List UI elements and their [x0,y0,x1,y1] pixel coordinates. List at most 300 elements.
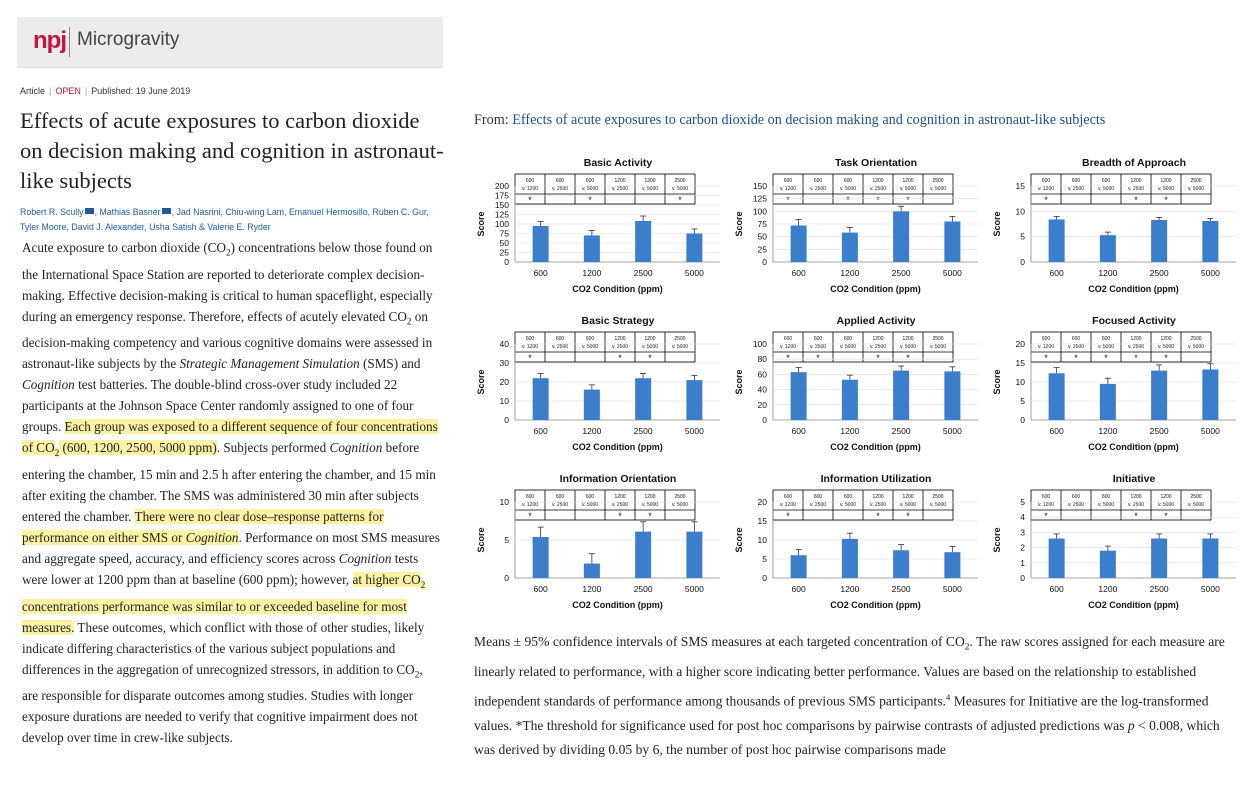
comparison-label: v. 5000 [929,344,947,350]
x-tick-label: 5000 [684,426,704,436]
bar [584,390,600,420]
x-tick-label: 2500 [633,584,653,594]
comparison-label: v. 5000 [581,502,599,508]
y-axis-label: Score [992,369,1002,395]
chart-title: Initiative [1112,473,1156,485]
bar [533,537,549,578]
comparison-label: 600 [783,336,793,342]
y-tick-label: 3 [1020,527,1025,538]
y-tick-label: 20 [499,377,509,387]
y-tick-label: 100 [752,206,767,217]
significance-marker: * [1074,353,1078,363]
comparison-label: v. 2500 [1067,344,1085,350]
significance-marker: * [876,511,880,521]
comparison-label: v. 1200 [521,344,539,350]
x-tick-label: 5000 [684,268,704,278]
chart-title: Information Orientation [559,473,677,485]
comparison-label: v. 5000 [929,502,947,508]
x-tick-label: 2500 [891,268,911,278]
significance-marker: * [786,195,790,205]
y-tick-label: 5 [1020,231,1025,242]
significance-marker: * [528,195,532,205]
y-tick-label: 40 [499,339,509,349]
comparison-label: 2500 [932,494,944,500]
y-tick-label: 10 [757,535,767,545]
comparison-label: 600 [1041,336,1051,342]
y-axis-label: Score [476,527,486,553]
comparison-label: v. 5000 [1157,344,1175,350]
comparison-label: 600 [525,178,535,184]
significance-marker: * [528,353,532,363]
comparison-label: v. 5000 [1097,344,1115,350]
significance-marker: * [786,353,790,363]
author-link[interactable]: David J. Alexander [71,222,145,232]
x-tick-label: 5000 [684,584,704,594]
bar [842,233,858,262]
x-tick-label: 1200 [582,268,602,278]
comparison-label: 2500 [1190,494,1202,500]
journal-header [17,17,443,68]
x-tick-label: 600 [533,584,548,594]
x-tick-label: 2500 [1149,426,1169,436]
x-axis-label: CO2 Condition (ppm) [830,600,921,610]
author-link[interactable]: Valerie E. Ryder [207,222,271,232]
comparison-label: 2500 [1190,178,1202,184]
comparison-label: 1200 [1160,336,1172,342]
y-tick-label: 0 [1020,257,1025,267]
author-link[interactable]: Usha Satish [149,222,197,232]
x-tick-label: 600 [1049,426,1064,436]
y-tick-label: 0 [504,573,509,583]
comparison-label: 600 [813,178,823,184]
x-tick-label: 5000 [1200,426,1220,436]
email-icon[interactable] [162,208,171,214]
x-tick-label: 1200 [582,584,602,594]
comparison-label: 1200 [872,336,884,342]
y-axis-label: Score [734,211,744,237]
comparison-label: 600 [1041,178,1051,184]
comparison-label: 600 [843,336,853,342]
x-tick-label: 1200 [1098,426,1118,436]
comparison-label: 2500 [674,336,686,342]
author-link[interactable]: Ruben C. Gur [372,207,427,217]
abstract-segment: , are responsible for disparate outcomes among studies. Studies with longer exposure durations are needed to verify that cognitive impairment does not develop over time in crew-like subjects. [22,661,423,746]
comparison-label: v. 2500 [551,186,569,192]
x-tick-label: 600 [791,268,806,278]
bar [842,380,858,420]
significance-marker: * [906,195,910,205]
significance-marker: * [1164,511,1168,521]
caption-segment: < 0.008, which was derived by dividing 0.05 by 6, the number of post hoc pairwise comparisons made [474,717,1220,758]
comparison-label: v. 5000 [839,186,857,192]
figure-from-label: From: [474,112,509,128]
y-tick-label: 60 [757,369,767,380]
publish-date: Published: 19 June 2019 [91,86,191,96]
comparison-label: v. 1200 [779,186,797,192]
y-tick-label: 4 [1020,512,1025,523]
significance-marker: * [1164,353,1168,363]
significance-marker: * [1104,353,1108,363]
comparison-label: v. 2500 [869,502,887,508]
significance-marker: * [648,511,652,521]
caption-segment: Means ± 95% confidence intervals of SMS measures at each targeted concentration of CO [474,634,965,649]
x-tick-label: 1200 [582,426,602,436]
comparison-label: v. 1200 [1037,502,1055,508]
bar [1100,235,1116,262]
comparison-label: 600 [525,494,535,500]
x-tick-label: 5000 [942,426,962,436]
abstract-segment: on decision-making competency and various cognitive domains were assessed in astronaut-like subjects by the [22,308,433,372]
significance-marker: * [846,195,850,205]
abstract-segment: . Performance on most SMS measures and aggregate speed, accuracy, and efficiency scores across [22,529,440,566]
bar [944,221,960,262]
abstract-segment: 2 [406,316,412,327]
y-tick-label: 100 [494,219,509,229]
bar [893,371,909,420]
abstract-segment: before entering the chamber, 15 min and 2.5 h after entering the chamber, and 15 min after exiting the chamber. The SMS was administered 30 min after subjects entered the chamber. [22,440,436,524]
comparison-label: v. 5000 [1187,344,1205,350]
y-tick-label: 15 [757,516,767,526]
open-access-badge: OPEN [55,86,81,96]
significance-marker: * [1134,353,1138,363]
y-tick-label: 0 [762,257,767,267]
abstract-segment: Cognition [22,377,75,393]
x-tick-label: 2500 [891,584,911,594]
comparison-label: 2500 [1190,336,1202,342]
abstract-segment: ) concentrations below those found on the International Space Station are reported to deteriorate complex decision-making. Effective decision-making is critical to human spaceflight, especially during an emergency response. Therefore, effects of acutely elevated CO [22,240,433,324]
comparison-label: 600 [525,336,535,342]
comparison-label: 1200 [644,336,656,342]
abstract-segment: at higher CO [352,571,421,587]
bar [533,378,549,420]
significance-marker: * [876,195,880,205]
comparison-label: 2500 [674,494,686,500]
abstract-segment: These outcomes, which conflict with those of other studies, likely indicate differing characteristics of the various subject populations and differences in the aggregation of unrecognized stressors, in addition to CO [22,619,425,677]
comparison-label: 600 [783,494,793,500]
y-tick-label: 125 [494,209,509,220]
y-tick-label: 15 [1015,181,1025,191]
significance-marker: * [678,195,682,205]
x-tick-label: 2500 [633,426,653,436]
bar [842,539,858,578]
x-axis-label: CO2 Condition (ppm) [572,284,663,294]
comparison-label: v. 5000 [929,186,947,192]
comparison-label: v. 2500 [809,344,827,350]
y-tick-label: 15 [1015,358,1025,368]
comparison-label: 1200 [1130,336,1142,342]
comparison-label: v. 5000 [839,502,857,508]
bar [584,564,600,578]
x-tick-label: 5000 [1200,584,1220,594]
y-tick-label: 0 [504,415,509,425]
author-link[interactable]: Jad Nasrini [176,207,221,217]
abstract-segment: Each group was exposed to a different sequence of four concentrations of CO [22,419,438,456]
chart-title: Basic Strategy [581,315,655,327]
x-tick-label: 600 [1049,268,1064,278]
abstract-segment: 2 [54,447,60,458]
comparison-label: 600 [555,494,565,500]
comparison-label: v. 2500 [611,344,629,350]
comparison-label: v. 5000 [671,186,689,192]
y-tick-label: 2 [1020,542,1025,553]
comparison-label: 600 [843,178,853,184]
bar [1100,551,1116,578]
significance-marker: * [786,511,790,521]
comparison-label: v. 5000 [671,502,689,508]
bar [584,235,600,262]
significance-marker: * [648,353,652,363]
comparison-label: 2500 [932,178,944,184]
comparison-label: v. 5000 [641,502,659,508]
bar [635,221,651,262]
y-tick-label: 25 [757,244,767,255]
x-axis-label: CO2 Condition (ppm) [1088,284,1179,294]
comparison-label: 600 [585,178,595,184]
y-tick-label: 150 [494,200,509,210]
comparison-label: v. 2500 [1067,186,1085,192]
y-axis-label: Score [992,211,1002,237]
x-axis-label: CO2 Condition (ppm) [830,442,921,452]
y-tick-label: 5 [1020,497,1025,507]
x-tick-label: 600 [791,426,806,436]
bar [791,555,807,578]
abstract-segment: Cognition [329,440,383,456]
y-tick-label: 10 [499,497,509,507]
x-axis-label: CO2 Condition (ppm) [572,442,663,452]
bar [1049,219,1065,262]
bar [791,372,807,420]
comparison-label: 600 [585,494,595,500]
significance-marker: * [528,511,532,521]
comparison-label: 600 [783,178,793,184]
bar [1049,373,1065,420]
author-link[interactable]: Mathias Basner [99,207,161,217]
bar [1049,538,1065,578]
y-tick-label: 75 [757,219,767,229]
y-axis-label: Score [734,527,744,553]
significance-marker: * [1134,511,1138,521]
bar [1202,221,1218,262]
y-tick-label: 5 [1020,396,1025,406]
comparison-label: 1200 [644,494,656,500]
x-axis-label: CO2 Condition (ppm) [1088,442,1179,452]
y-tick-label: 0 [504,257,509,267]
y-axis-label: Score [476,369,486,395]
y-tick-label: 80 [757,354,767,365]
comparison-label: v. 2500 [1127,502,1145,508]
y-tick-label: 125 [752,193,767,204]
comparison-label: v. 5000 [1157,502,1175,508]
comparison-label: v. 2500 [1127,344,1145,350]
significance-marker: * [906,353,910,363]
y-axis-label: Score [734,369,744,395]
significance-marker: * [1164,195,1168,205]
x-tick-label: 600 [1049,584,1064,594]
x-axis-label: CO2 Condition (ppm) [830,284,921,294]
comparison-label: 1200 [644,178,656,184]
abstract-segment: Cognition [338,550,392,566]
comparison-label: 600 [1101,178,1111,184]
comparison-label: 1200 [1130,178,1142,184]
significance-marker: * [1044,195,1048,205]
bar [944,371,960,420]
chart-title: Focused Activity [1092,315,1176,327]
significance-marker: * [876,353,880,363]
abstract-segment: Acute exposure to carbon dioxide (CO [22,240,226,255]
comparison-label: 1200 [902,336,914,342]
comparison-label: 1200 [1160,178,1172,184]
abstract-segment: 2 [225,247,231,258]
comparison-label: 600 [813,494,823,500]
comparison-label: v. 2500 [611,186,629,192]
abstract-segment: (600, 1200, 2500, 5000 ppm) [59,440,217,456]
bar [1151,371,1167,420]
caption-segment: 4 [945,691,951,702]
chart-title: Applied Activity [836,315,916,327]
y-tick-label: 0 [762,415,767,425]
x-tick-label: 1200 [840,584,860,594]
bar [1202,538,1218,578]
comparison-label: 2500 [932,336,944,342]
x-tick-label: 2500 [891,426,911,436]
comparison-label: v. 1200 [1037,344,1055,350]
chart-title: Basic Activity [583,157,653,169]
abstract-segment: There were no clear dose–response patterns for performance on either SMS or [22,508,384,545]
abstract-segment: test batteries. The double-blind cross-over study included 22 participants at the Johnson Space Center randomly assigned to one of four groups. [22,377,414,435]
comparison-label: v. 5000 [1097,186,1115,192]
bar [791,226,807,262]
comparison-label: 600 [843,494,853,500]
comparison-label: 600 [1101,336,1111,342]
y-tick-label: 75 [499,228,509,239]
abstract-segment: (SMS) and [359,356,421,372]
y-tick-label: 20 [757,399,767,410]
comparison-label: v. 5000 [899,186,917,192]
x-axis-label: CO2 Condition (ppm) [572,600,663,610]
x-tick-label: 1200 [1098,268,1118,278]
email-icon[interactable] [85,208,94,214]
comparison-label: 1200 [872,494,884,500]
caption-segment: p [1127,717,1135,733]
significance-marker: * [1044,353,1048,363]
x-tick-label: 1200 [1098,584,1118,594]
x-tick-label: 5000 [1200,268,1220,278]
x-tick-label: 2500 [1149,268,1169,278]
bar [686,234,702,263]
comparison-label: 1200 [614,336,626,342]
comparison-label: v. 1200 [521,186,539,192]
y-tick-label: 0 [762,573,767,583]
caption-segment: 2 [964,642,970,653]
comparison-label: v. 2500 [869,186,887,192]
author-link[interactable]: Emanuel Hermosillo [288,207,368,217]
comparison-label: 1200 [902,178,914,184]
logo-divider [69,27,70,57]
x-tick-label: 2500 [1149,584,1169,594]
bar [635,532,651,578]
y-tick-label: 0 [1020,573,1025,583]
x-tick-label: 5000 [942,268,962,278]
y-tick-label: 20 [757,497,767,507]
y-tick-label: 20 [1015,339,1025,349]
x-tick-label: 600 [533,268,548,278]
y-tick-label: 5 [504,535,509,545]
comparison-label: 600 [813,336,823,342]
y-axis-label: Score [992,527,1002,553]
y-tick-label: 200 [494,181,509,191]
y-tick-label: 10 [1015,377,1025,387]
comparison-label: 600 [1071,494,1081,500]
x-tick-label: 5000 [942,584,962,594]
comparison-label: v. 5000 [1157,186,1175,192]
comparison-label: 1200 [902,494,914,500]
comparison-label: v. 5000 [1187,186,1205,192]
abstract-segment: Cognition [185,529,239,545]
bar [686,532,702,578]
x-tick-label: 600 [533,426,548,436]
figure-caption [474,630,1234,763]
article-type: Article [20,86,46,96]
abstract-segment: 2 [414,669,420,680]
comparison-label: v. 5000 [899,502,917,508]
comparison-label: v. 2500 [551,502,569,508]
comparison-label: 1200 [872,178,884,184]
comparison-label: v. 2500 [869,344,887,350]
x-tick-label: 1200 [840,268,860,278]
y-tick-label: 0 [1020,415,1025,425]
author-link[interactable]: Chiu-wing Lam [225,207,285,217]
caption-segment: . The raw scores assigned for each measure are linearly related to performance, with a higher score indicating better performance. Values are based on the relationship to established independent standards of performance among thousands of previous SMS participants. [474,634,1225,709]
comparison-label: v. 1200 [779,502,797,508]
y-axis-label: Score [476,211,486,237]
journal-name[interactable]: Microgravity [77,29,180,50]
significance-marker: * [588,195,592,205]
figure-source-link[interactable]: Effects of acute exposures to carbon dioxide on decision making and cognition in astronaut-like subjects [512,112,1106,128]
y-tick-label: 10 [499,396,509,406]
bar [893,550,909,578]
comparison-label: v. 5000 [581,344,599,350]
comparison-label: 600 [555,178,565,184]
abstract-segment: Strategic Management Simulation [179,356,360,372]
comparison-label: 600 [1071,178,1081,184]
author-link[interactable]: Robert R. Scully [20,207,84,217]
bar [1202,369,1218,420]
figure-source [474,112,1105,129]
comparison-label: v. 5000 [641,344,659,350]
y-tick-label: 5 [762,554,767,564]
bar [1100,384,1116,420]
y-tick-label: 50 [757,231,767,242]
x-axis-label: CO2 Condition (ppm) [1088,600,1179,610]
abstract-segment: . Subjects performed [216,440,330,456]
bar [686,380,702,420]
caption-segment: Measures for Initiative are the log-transformed values. *The threshold for significance used for post hoc comparisons by pairwise contrasts of adjusted predictions was [474,693,1209,733]
comparison-label: v. 5000 [899,344,917,350]
y-tick-label: 100 [752,339,767,349]
significance-marker: * [1044,511,1048,521]
sms-measures-figure [470,150,1245,620]
npj-logo[interactable]: npj [33,27,66,54]
comparison-label: v. 1200 [521,502,539,508]
x-tick-label: 1200 [840,426,860,436]
significance-marker: * [1134,195,1138,205]
comparison-label: 2500 [674,178,686,184]
comparison-label: 600 [1071,336,1081,342]
author-link[interactable]: Tyler Moore [20,222,67,232]
comparison-label: v. 2500 [809,186,827,192]
y-tick-label: 150 [752,181,767,191]
significance-marker: * [618,511,622,521]
